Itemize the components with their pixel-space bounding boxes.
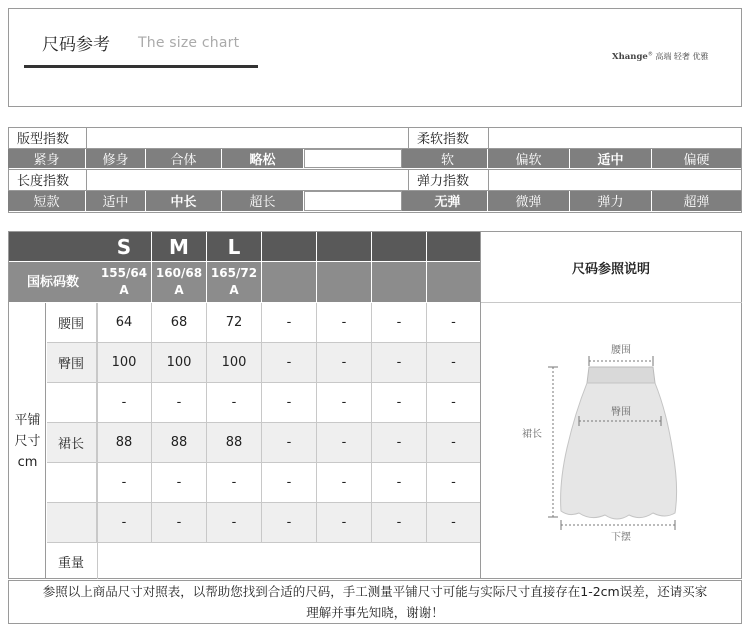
row-label: 腰围 [47, 303, 97, 342]
size-value-cell: - [317, 343, 371, 382]
size-value-cell: - [97, 463, 151, 502]
skirt-diagram [481, 303, 741, 579]
index-option-elasticity: 超弹 [652, 190, 741, 211]
brand-slogan: 高端 轻奢 优雅 [655, 52, 709, 61]
size-value-cell: - [207, 463, 261, 502]
size-value-cell: 88 [97, 423, 151, 462]
size-value-cell: - [427, 303, 480, 342]
waist-label: 腰围 [611, 345, 631, 356]
national-code [262, 262, 316, 302]
index-option-length-selected: 中长 [146, 190, 221, 211]
size-header-blank [317, 232, 371, 261]
col-separator [151, 303, 152, 543]
col-separator [426, 303, 427, 543]
grid-line [408, 127, 409, 148]
size-header-corner [9, 232, 97, 261]
size-value-cell: 100 [207, 343, 261, 382]
grid-line [8, 169, 742, 170]
grid-line [408, 169, 409, 190]
national-code [317, 262, 371, 302]
hem-measure [561, 520, 675, 543]
index-option-length: 超长 [222, 190, 303, 211]
size-header-blank [262, 232, 316, 261]
size-header-S: S [97, 232, 151, 261]
col-separator [371, 303, 372, 543]
national-code-label: 国标码数 [9, 262, 97, 302]
row-label [47, 503, 97, 542]
size-value-cell: - [317, 383, 371, 422]
index-option-fit-selected: 略松 [222, 148, 303, 168]
brand-name: Xhange [612, 52, 648, 62]
size-header-L: L [207, 232, 261, 261]
index-option-softness: 软 [408, 148, 487, 168]
size-value-cell: - [427, 383, 480, 422]
size-value-cell: 72 [207, 303, 261, 342]
grid-line [8, 148, 742, 149]
size-value-cell: - [372, 503, 426, 542]
size-value-cell: - [317, 423, 371, 462]
index-label-length: 长度指数 [17, 174, 70, 189]
size-value-cell: - [372, 383, 426, 422]
size-value-cell: - [317, 503, 371, 542]
grid-line [86, 127, 87, 148]
grid-line [86, 169, 87, 190]
national-code [372, 262, 426, 302]
grid-line [488, 169, 489, 190]
size-value-cell: 68 [152, 303, 206, 342]
size-value-cell: - [262, 303, 316, 342]
size-value-cell: 88 [152, 423, 206, 462]
weight-label: 重量 [58, 555, 85, 571]
col-separator [206, 303, 207, 543]
index-option-softness: 偏硬 [652, 148, 741, 168]
row-label: 裙长 [47, 423, 97, 462]
national-code [427, 262, 480, 302]
grid-line [8, 190, 742, 191]
disclaimer-line-1: 参照以上商品尺寸对照表，以帮助您找到合适的尺码，手工测量平铺尺寸可能与实际尺寸直接存在1-2cm误差，还请买家 [42, 584, 708, 599]
size-value-cell: - [317, 463, 371, 502]
size-value-cell: - [372, 463, 426, 502]
national-code: 160/68 A [152, 262, 206, 302]
side-label: 平铺 尺寸 cm [14, 412, 41, 470]
hip-label: 臀围 [611, 407, 631, 418]
size-value-cell: 88 [207, 423, 261, 462]
index-divider [402, 190, 408, 211]
index-option-softness-selected: 适中 [570, 148, 651, 168]
size-value-cell: - [317, 303, 371, 342]
size-header-blank [427, 232, 480, 261]
index-divider [402, 148, 408, 168]
index-option-elasticity-selected: 无弹 [408, 190, 487, 211]
size-value-cell: - [152, 383, 206, 422]
index-label-elasticity: 弹力指数 [417, 174, 470, 189]
size-value-cell: 100 [152, 343, 206, 382]
size-value-cell: 64 [97, 303, 151, 342]
size-header-blank [372, 232, 426, 261]
row-label: 臀围 [47, 343, 97, 382]
disclaimer-line-2: 理解并事先知晓，谢谢！ [306, 605, 444, 620]
index-label-softness: 柔软指数 [417, 132, 470, 147]
length-measure [522, 367, 558, 517]
index-label-fit: 版型指数 [17, 132, 70, 147]
index-option-fit: 修身 [86, 148, 145, 168]
size-value-cell: - [207, 383, 261, 422]
page-subtitle: The size chart [138, 35, 240, 51]
row-label [47, 383, 97, 422]
size-value-cell: - [262, 383, 316, 422]
size-value-cell: - [427, 423, 480, 462]
col-separator [316, 303, 317, 543]
size-value-cell: - [262, 463, 316, 502]
index-option-length: 适中 [86, 190, 145, 211]
size-header-M: M [152, 232, 206, 261]
index-spacer [304, 149, 402, 168]
index-option-length: 短款 [8, 190, 85, 211]
diagram-title: 尺码参照说明 [571, 261, 650, 277]
col-separator [97, 303, 98, 543]
size-value-cell: - [262, 503, 316, 542]
size-value-cell: - [427, 463, 480, 502]
size-value-cell: - [427, 503, 480, 542]
size-value-cell: - [152, 503, 206, 542]
index-option-elasticity: 微弹 [488, 190, 569, 211]
brand-logo [612, 51, 708, 62]
grid-line [97, 543, 98, 579]
index-option-elasticity: 弹力 [570, 190, 651, 211]
size-value-cell: - [372, 303, 426, 342]
size-value-cell: - [152, 463, 206, 502]
size-value-cell: - [372, 423, 426, 462]
size-value-cell: - [97, 383, 151, 422]
size-value-cell: - [372, 343, 426, 382]
length-label: 裙长 [522, 429, 542, 440]
skirt-illustration [561, 367, 677, 519]
grid-line [488, 127, 489, 148]
size-value-cell: - [207, 503, 261, 542]
page-title: 尺码参考 [42, 35, 110, 55]
index-option-softness: 偏软 [488, 148, 569, 168]
size-value-cell: - [262, 343, 316, 382]
national-code: 165/72 A [207, 262, 261, 302]
national-code: 155/64 A [97, 262, 151, 302]
size-value-cell: 100 [97, 343, 151, 382]
size-value-cell: - [97, 503, 151, 542]
index-option-fit: 紧身 [8, 148, 85, 168]
size-value-cell: - [262, 423, 316, 462]
index-option-fit: 合体 [146, 148, 221, 168]
row-label [47, 463, 97, 502]
col-separator [261, 303, 262, 543]
disclaimer-note [8, 580, 742, 624]
row-separator [47, 542, 481, 543]
size-value-cell: - [427, 343, 480, 382]
waist-measure [589, 344, 653, 366]
hem-label: 下摆 [611, 532, 631, 543]
title-underline [24, 65, 258, 68]
index-spacer [304, 191, 402, 211]
registered-mark: ® [647, 51, 653, 58]
